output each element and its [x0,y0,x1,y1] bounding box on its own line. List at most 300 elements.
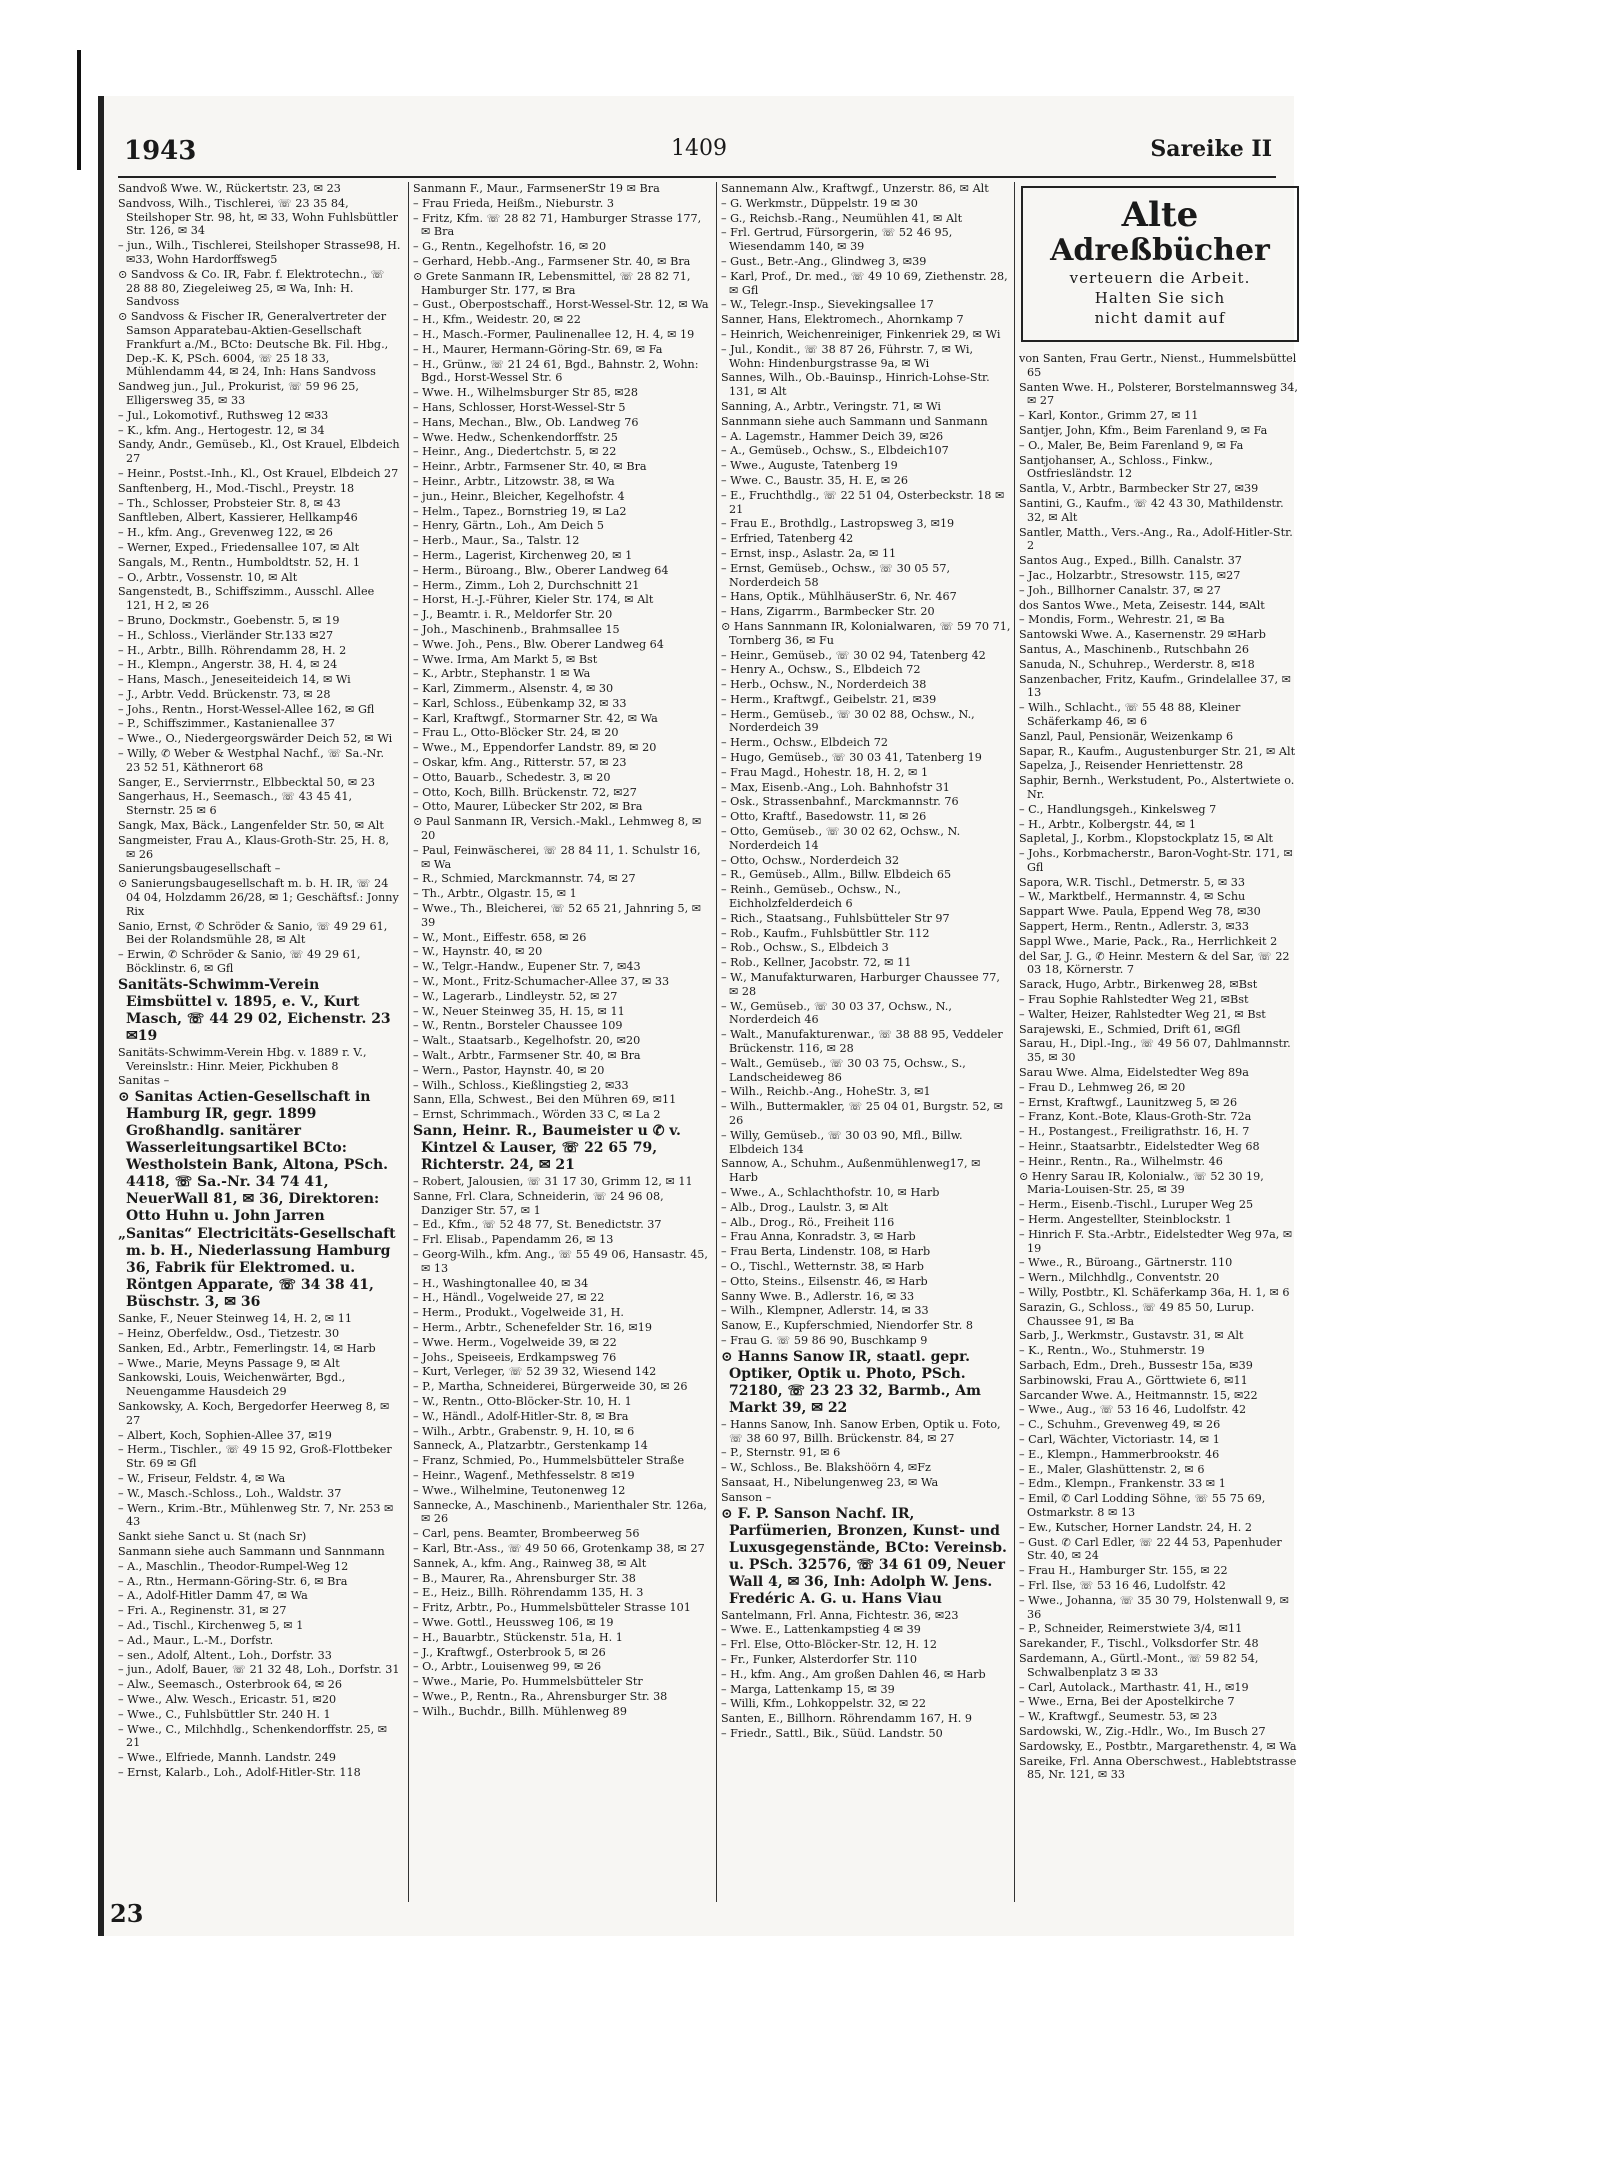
directory-entry: – Frl. Gertrud, Fürsorgerin, ☏ 52 46 95, Wiesendamm 140, ✉ 39 [721,226,953,254]
directory-entry: – H., Schloss., Vierländer Str.133 ✉27 [118,628,334,642]
directory-entry: – Hans, Optik., MühlhäuserStr. 6, Nr. 467 [721,590,957,604]
directory-entry: – Frau E., Brothdlg., Lastropsweg 3, ✉19 [721,517,955,531]
directory-entry: – Henry A., Ochsw., S., Elbdeich 72 [721,663,921,677]
directory-entry: – Ew., Kutscher, Horner Landstr. 24, H. 2 [1019,1520,1252,1534]
directory-entry: – Gust., Oberpostschaff., Horst-Wessel-Str. 12, ✉ Wa [413,298,709,312]
directory-entry: – H., kfm. Ang., Am großen Dahlen 46, ✉ Harb [721,1667,986,1681]
directory-entry: – Frau G. ☏ 59 86 90, Buschkamp 9 [721,1333,928,1347]
directory-entry: – Helm., Tapez., Bornstrieg 19, ✉ La2 [413,504,627,518]
column-4-entries [1019,352,1301,1782]
directory-entry: – Frau Sophie Rahlstedter Weg 21, ✉Bst [1019,993,1249,1007]
directory-entry: Sarbach, Edm., Dreh., Bussestr 15a, ✉39 [1019,1358,1253,1372]
directory-entry: – Herb., Ochsw., N., Norderdeich 38 [721,678,927,692]
directory-entry: Santelmann, Frl. Anna, Fichtestr. 36, ✉23 [721,1608,959,1622]
directory-entry: – Herm. Angestellter, Steinblockstr. 1 [1019,1213,1232,1227]
directory-entry: – Ernst, Kraftwgf., Launitzweg 5, ✉ 26 [1019,1095,1238,1109]
directory-entry: – Bruno, Dockmstr., Goebenstr. 5, ✉ 19 [118,613,340,627]
directory-entry: Sanow, E., Kupferschmied, Niendorfer Str. 8 [721,1319,973,1333]
directory-entry: – Frl. Else, Otto-Blöcker-Str. 12, H. 12 [721,1638,938,1652]
columns [118,182,1298,1902]
directory-entry: – Johs., Korbmacherstr., Baron-Voght-Str. 171, ✉ Gfl [1019,847,1293,874]
ad-line-3: verteuern die Arbeit. [1069,269,1251,287]
directory-entry: Sanmann F., Maur., FarmsenerStr 19 ✉ Bra [413,182,660,195]
ad-line-4: Halten Sie sich [1094,289,1226,307]
directory-entry: – Hanns Sanow, Inh. Sanow Erben, Optik u. Foto, ☏ 38 60 97, Billh. Brückenstr. 84, ✉ 27 [721,1417,1001,1445]
directory-entry: – H., Arbtr., Kolbergstr. 44, ✉ 1 [1019,817,1196,831]
directory-entry: – Edm., Klempn., Frankenstr. 33 ✉ 1 [1019,1477,1226,1491]
directory-entry: – Wwe. Hedw., Schenkendorffstr. 25 [413,430,618,444]
directory-entry: Sardemann, A., Gürtl.-Mont., ☏ 59 82 54, Schwalbenplatz 3 ✉ 33 [1019,1651,1259,1679]
directory-entry: – Marga, Lattenkamp 15, ✉ 39 [721,1682,895,1696]
directory-entry: Sandy, Andr., Gemüseb., Kl., Ost Krauel, Elbdeich 27 [118,438,400,466]
directory-entry: Sappart Wwe. Paula, Eppend Weg 78, ✉30 [1019,905,1261,919]
directory-entry: – Albert, Koch, Sophien-Allee 37, ✉19 [118,1428,332,1442]
directory-entry: – Otto, Bauarb., Schedestr. 3, ✉ 20 [413,770,611,784]
page-header [104,136,1294,176]
directory-entry: – Wwe. Irma, Am Markt 5, ✉ Bst [413,652,598,666]
directory-entry: – W., Gemüseb., ☏ 30 03 37, Ochsw., N., Norderdeich 46 [721,999,952,1027]
directory-entry: – Fr., Funker, Alsterdorfer Str. 110 [721,1652,918,1666]
directory-entry: – Heinrich, Weichenreiniger, Finkenriek 29, ✉ Wi [721,327,1001,341]
directory-entry: – O., Arbtr., Louisenweg 99, ✉ 26 [413,1660,602,1674]
directory-entry: – Ernst, Kalarb., Loh., Adolf-Hitler-Str. 118 [118,1765,361,1779]
directory-entry: – E., Maler, Glashüttenstr. 2, ✉ 6 [1019,1462,1205,1476]
directory-entry: – Wern., Pastor, Haynstr. 40, ✉ 20 [413,1063,605,1077]
directory-entry: – Oskar, kfm. Ang., Ritterstr. 57, ✉ 23 [413,756,627,770]
directory-entry: – H., Maurer, Hermann-Göring-Str. 69, ✉ Fa [413,342,663,356]
directory-entry: „Sanitas“ Electricitäts-Gesellschaft m. b. H., Niederlassung Hamburg 36, Fabrik für Elektromed. u. Röntgen Apparate, ☏ 34 38 41, Büschstr. 3, ✉ 36 [118,1226,396,1311]
directory-entry: – W., Mont., Fritz-Schumacher-Allee 37, ✉ 33 [413,975,670,989]
directory-entry: – C., Handlungsgeh., Kinkelsweg 7 [1019,802,1217,816]
directory-entry: Santjer, John, Kfm., Beim Farenland 9, ✉ Fa [1019,423,1268,437]
directory-entry: – Georg-Wilh., kfm. Ang., ☏ 55 49 06, Hansastr. 45, ✉ 13 [413,1247,708,1275]
directory-entry: Santowski Wwe. A., Kasernenstr. 29 ✉Harb [1019,628,1266,642]
directory-entry: – Walt., Gemüseb., ☏ 30 03 75, Ochsw., S., Landscheideweg 86 [721,1056,966,1084]
directory-entry: Sangk, Max, Bäck., Langenfelder Str. 50, ✉ Alt [118,819,384,833]
directory-entry: – Herm., Kraftwgf., Geibelstr. 21, ✉39 [721,692,937,706]
directory-entry: – Gust. ✆ Carl Edler, ☏ 22 44 53, Papenhuder Str. 40, ✉ 24 [1019,1535,1282,1563]
directory-entry: – W., Händl., Adolf-Hitler-Str. 8, ✉ Bra [413,1409,629,1423]
directory-entry: – Heinr., Postst.-Inh., Kl., Ost Krauel, Elbdeich 27 [118,466,399,480]
directory-entry: Saphir, Bernh., Werkstudent, Po., Alstertwiete o. Nr. [1019,774,1295,801]
directory-entry: dos Santos Wwe., Meta, Zeisestr. 144, ✉Alt [1019,598,1265,612]
directory-entry: – Wilh., Klempner, Adlerstr. 14, ✉ 33 [721,1304,929,1318]
directory-entry: – Wilh., Schloss., Kießlingstieg 2, ✉33 [413,1078,629,1092]
directory-entry: Santen, E., Billhorn. Röhrendamm 167, H. 9 [721,1712,972,1726]
directory-entry: – Herm., Büroang., Blw., Oberer Landweg 64 [413,563,669,577]
directory-entry: – Carl, pens. Beamter, Brombeerweg 56 [413,1527,640,1541]
directory-entry: – Herm., Eisenb.-Tischl., Luruper Weg 25 [1019,1198,1254,1212]
directory-entry: – C., Schuhm., Grevenweg 49, ✉ 26 [1019,1418,1221,1432]
directory-entry: – Willy, Postbtr., Kl. Schäferkamp 36a, H. 1, ✉ 6 [1019,1286,1290,1299]
directory-entry: – Gust., Betr.-Ang., Glindweg 3, ✉39 [721,254,927,268]
directory-entry: – E., Klempn., Hammerbrookstr. 46 [1019,1447,1220,1461]
directory-entry: – Otto, Steins., Eilsenstr. 46, ✉ Harb [721,1274,928,1288]
directory-entry: Santini, G., Kaufm., ☏ 42 43 30, Mathildenstr. 32, ✉ Alt [1019,496,1284,524]
directory-entry: – P., Schneider, Reimerstwiete 3/4, ✉11 [1019,1622,1243,1636]
header-rule [118,176,1276,178]
directory-page [98,96,1298,1936]
directory-entry: – Willy, ✆ Weber & Westphal Nachf., ☏ Sa.-Nr. 23 52 51, Käthnerort 68 [118,747,385,774]
directory-entry: – Herm., Zimm., Loh 2, Durchschnitt 21 [413,578,640,592]
directory-entry: – Osk., Strassenbahnf., Marckmannstr. 76 [721,795,959,809]
directory-entry: – Frau D., Lehmweg 26, ✉ 20 [1019,1080,1186,1094]
directory-entry: Santus, A., Maschinenb., Rutschbahn 26 [1019,642,1249,656]
directory-entry: – J., Arbtr. Vedd. Brückenstr. 73, ✉ 28 [118,687,331,701]
directory-entry: – Wwe. Herm., Vogelweide 39, ✉ 22 [413,1335,617,1349]
directory-entry: – Wwe., O., Niedergeorgswärder Deich 52, ✉ Wi [118,732,393,746]
directory-entry: – Alb., Drog., Laulstr. 3, ✉ Alt [721,1200,889,1214]
directory-entry: – Werner, Exped., Friedensallee 107, ✉ Alt [118,540,360,554]
directory-entry: – W., Haynstr. 40, ✉ 20 [413,945,543,959]
directory-entry: – Wern., Milchhdlg., Conventstr. 20 [1019,1271,1220,1285]
directory-entry: Sangenstedt, B., Schiffszimm., Ausschl. Allee 121, H 2, ✉ 26 [118,585,375,613]
directory-entry: Sangmeister, Frau A., Klaus-Groth-Str. 25, H. 8, ✉ 26 [118,833,389,861]
directory-entry: Sanner, Hans, Elektromech., Ahornkamp 7 [721,313,964,327]
directory-entry: – Herm., Arbtr., Schenefelder Str. 16, ✉19 [413,1320,652,1334]
directory-entry: – Karl, Kraftwgf., Stormarner Str. 42, ✉ Wa [413,711,658,725]
directory-entry: Sardowski, W., Zig.-Hdlr., Wo., Im Busch 27 [1019,1724,1266,1738]
directory-entry: – W., Manufakturwaren, Harburger Chaussee 77, ✉ 28 [721,971,1000,998]
directory-entry: – Wwe. C., Baustr. 35, H. E, ✉ 26 [721,473,909,487]
directory-entry: – Wilh., Buchdr., Billh. Mühlenweg 89 [413,1704,628,1718]
directory-entry: Santjohanser, A., Schloss., Finkw., Ostfriesländstr. 12 [1019,453,1213,481]
directory-entry: – Herm., Tischler., ☏ 49 15 92, Groß-Flottbeker Str. 69 ✉ Gfl [118,1443,392,1471]
directory-entry: – Wwe. Joh., Pens., Blw. Oberer Landweg 64 [413,637,664,651]
column-4 [1014,182,1301,1902]
directory-entry: – Ad., Maur., L.-M., Dorfstr. [118,1633,274,1647]
directory-entry: – Wilh., Buttermakler, ☏ 25 04 01, Burgstr. 52, ✉ 26 [721,1100,1003,1127]
directory-entry: – Heinr., Rentn., Ra., Wilhelmstr. 46 [1019,1154,1223,1168]
directory-entry: Sannemann Alw., Kraftwgf., Unzerstr. 86, ✉ Alt [721,182,989,195]
directory-entry: – Hugo, Gemüseb., ☏ 30 03 41, Tatenberg 19 [721,751,982,765]
directory-entry: – Fri. A., Reginenstr. 31, ✉ 27 [118,1604,287,1618]
directory-entry: Sangerhaus, H., Seemasch., ☏ 43 45 41, Sternstr. 25 ✉ 6 [118,790,353,818]
directory-entry: Sanmann siehe auch Sammann und Sannmann [118,1544,385,1558]
directory-entry: – Ernst, Gemüseb., Ochsw., ☏ 30 05 57, Norderdeich 58 [721,561,951,589]
directory-entry: – O., Maler, Be, Beim Farenland 9, ✉ Fa [1019,438,1244,452]
directory-entry: – Erwin, ✆ Schröder & Sanio, ☏ 49 29 61, Böcklinstr. 6, ✉ Gfl [118,948,361,976]
directory-entry: – W., Marktbelf., Hermannstr. 4, ✉ Schu [1019,890,1246,904]
directory-entry: – Frau Magd., Hohestr. 18, H. 2, ✉ 1 [721,765,929,779]
directory-entry: – H., Arbtr., Billh. Röhrendamm 28, H. 2 [118,643,347,657]
directory-entry: – Walt., Staatsarb., Kegelhofstr. 20, ✉20 [413,1034,641,1048]
directory-entry: Sarb, J., Werkmstr., Gustavstr. 31, ✉ Alt [1019,1329,1244,1343]
directory-entry: – Rich., Staatsang., Fuhlsbütteler Str 97 [721,911,950,925]
directory-entry: – P., Sternstr. 91, ✉ 6 [721,1446,841,1460]
directory-entry: – Karl, Prof., Dr. med., ☏ 49 10 69, Ziethenstr. 28, ✉ Gfl [721,269,1008,297]
directory-entry: – E., Heiz., Billh. Röhrendamm 135, H. 3 [413,1586,644,1600]
directory-entry: – Heinr., Wagenf., Methfesselstr. 8 ✉19 [413,1468,635,1482]
directory-entry: – W., Telgr.-Handw., Eupener Str. 7, ✉43 [413,960,641,974]
directory-entry: – Wwe., Marie, Meyns Passage 9, ✉ Alt [118,1356,340,1370]
directory-entry: Santla, V., Arbtr., Barmbecker Str 27, ✉39 [1019,482,1259,496]
directory-entry: – Max, Eisenb.-Ang., Loh. Bahnhofstr 31 [721,780,950,794]
directory-entry: – Wwe., R., Büroang., Gärtnerstr. 110 [1019,1256,1233,1270]
directory-entry: – Robert, Jalousien, ☏ 31 17 30, Grimm 12, ✉ 11 [413,1175,693,1188]
directory-entry: Sanke, F., Neuer Steinweg 14, H. 2, ✉ 11 [118,1312,352,1326]
directory-entry: – P., Martha, Schneiderei, Bürgerweide 30, ✉ 26 [413,1380,688,1394]
directory-entry: – Wwe., Auguste, Tatenberg 19 [721,459,898,473]
directory-entry: – Heinr., Arbtr., Litzowstr. 38, ✉ Wa [413,474,615,488]
directory-entry: Sanson – [721,1490,772,1504]
ad-line-2: Adreßbücher [1050,233,1270,268]
directory-entry: – Heinz, Oberfeldw., Osd., Tietzestr. 30 [118,1327,340,1341]
directory-entry: Sankowsky, A. Koch, Bergedorfer Heerweg 8, ✉ 27 [118,1400,390,1427]
directory-entry: – Frau Berta, Lindenstr. 108, ✉ Harb [721,1245,931,1259]
directory-entry: – K., Arbtr., Stephanstr. 1 ✉ Wa [413,667,591,681]
scan-edge-mark [77,50,81,170]
directory-entry: – Th., Schlosser, Probsteier Str. 8, ✉ 43 [118,496,341,510]
directory-entry: – Jac., Holzarbtr., Stresowstr. 115, ✉27 [1019,568,1241,582]
directory-entry: – J., Kraftwgf., Osterbrook 5, ✉ 26 [413,1645,606,1659]
directory-entry: Sannow, A., Schuhm., Außenmühlenweg17, ✉ Harb [721,1157,981,1185]
directory-entry: Sanne, Frl. Clara, Schneiderin, ☏ 24 96 08, Danziger Str. 57, ✉ 1 [413,1189,664,1217]
directory-entry: – W., Mont., Eiffestr. 658, ✉ 26 [413,930,587,944]
directory-entry: – A., Gemüseb., Ochsw., S., Elbdeich107 [721,444,949,458]
directory-entry: – H., Postangest., Freiligrathstr. 16, H. 7 [1019,1125,1250,1139]
directory-entry: ⊙ Sandvoss & Fischer IR, Generalvertreter der Samson Apparatebau-Aktien-Gesellschaft Frankfurt a./M., BCto: Deutsche Bk. Fil. Hbg., Dep.-K. K, PSch. 6004, ☏ 25 18 33, Mühlendamm 44, ✉ 24, Inh: Hans Sandvoss [118,310,389,379]
directory-entry: Sanierungsbaugesellschaft – [118,862,281,876]
directory-entry: – Jul., Lokomotivf., Ruthsweg 12 ✉33 [118,408,329,422]
directory-entry: – Carl, Wächter, Victoriastr. 14, ✉ 1 [1019,1432,1220,1446]
directory-entry: – O., Tischl., Wetternstr. 38, ✉ Harb [721,1259,924,1273]
directory-entry: Sarau, H., Dipl.-Ing., ☏ 49 56 07, Dahlmannstr. 35, ✉ 30 [1019,1037,1291,1065]
directory-entry: Sapletal, J., Korbm., Klopstockplatz 15, ✉ Alt [1019,832,1274,846]
directory-entry: – Heinr., Ang., Diedertchstr. 5, ✉ 22 [413,445,617,459]
directory-entry: – Wwe., P., Rentn., Ra., Ahrensburger Str. 38 [413,1689,668,1703]
directory-entry: Sanger, E., Servierrnstr., Elbbecktal 50, ✉ 23 [118,775,376,789]
directory-entry: – Otto, Maurer, Lübecker Str 202, ✉ Bra [413,800,643,814]
directory-entry: Sapora, W.R. Tischl., Detmerstr. 5, ✉ 33 [1019,875,1246,889]
directory-entry: Sappert, Herm., Rentn., Adlerstr. 3, ✉33 [1019,920,1249,934]
directory-entry: – Walt., Manufakturenwar., ☏ 38 88 95, Veddeler Brückenstr. 116, ✉ 28 [721,1028,1003,1056]
directory-entry: – H., Klempn., Angerstr. 38, H. 4, ✉ 24 [118,658,338,672]
directory-entry: – G., Rentn., Kegelhofstr. 16, ✉ 20 [413,240,607,254]
directory-entry: – W., Telegr.-Insp., Sievekingsallee 17 [721,298,934,312]
directory-entry: – Franz, Kont.-Bote, Klaus-Groth-Str. 72a [1019,1110,1252,1124]
directory-entry: – Rob., Kaufm., Fuhlsbüttler Str. 112 [721,926,930,940]
directory-entry: Santen Wwe. H., Polsterer, Borstelmannsweg 34, ✉ 27 [1019,380,1298,408]
directory-entry: – W., Kraftwgf., Seumestr. 53, ✉ 23 [1019,1710,1218,1724]
directory-entry: – Th., Arbtr., Olgastr. 15, ✉ 1 [413,887,577,901]
directory-entry: – K., kfm. Ang., Hertogestr. 12, ✉ 34 [118,423,325,437]
directory-entry: Santos Aug., Exped., Billh. Canalstr. 37 [1019,554,1242,568]
directory-entry: – J., Beamtr. i. R., Meldorfer Str. 20 [413,608,613,622]
directory-entry: Sapelza, J., Reisender Henriettenstr. 28 [1019,759,1244,773]
directory-entry: – A. Lagemstr., Hammer Deich 39, ✉26 [721,429,944,443]
directory-entry: – Wwe., M., Eppendorfer Landstr. 89, ✉ 20 [413,741,657,755]
directory-entry: – G., Reichsb.-Rang., Neumühlen 41, ✉ Alt [721,211,963,225]
column-3 [716,182,1011,1902]
directory-entry: – Rob., Kellner, Jacobstr. 72, ✉ 11 [721,956,912,970]
directory-entry: Sappl Wwe., Marie, Pack., Ra., Herrlichkeit 2 [1019,934,1278,948]
directory-entry: – H., Händl., Vogelweide 27, ✉ 22 [413,1291,605,1305]
directory-entry: – Hans, Schlosser, Horst-Wessel-Str 5 [413,400,626,414]
directory-entry: – Walter, Heizer, Rahlstedter Weg 21, ✉ Bst [1019,1007,1266,1021]
directory-entry: – Wwe., Aug., ☏ 53 16 46, Ludolfstr. 42 [1019,1403,1247,1417]
directory-entry: Sarajewski, E., Schmied, Drift 61, ✉Gfl [1019,1022,1241,1036]
directory-entry: – Herm., Produkt., Vogelweide 31, H. [413,1306,624,1320]
directory-entry: ⊙ Sanitas Actien-Gesellschaft in Hamburg IR, gegr. 1899 Großhandlg. sanitärer Wasserleitungsartikel BCto: Westholstein Bank, Altona, PSch. 4418, ☏ Sa.-Nr. 34 74 41, NeuerWall 81, ✉ 36, Direktoren: Otto Huhn u. John Jarren [118,1089,389,1225]
directory-entry: – Otto, Gemüseb., ☏ 30 02 62, Ochsw., N. Norderdeich 14 [721,825,961,852]
directory-entry: – Franz, Schmied, Po., Hummelsbütteler Straße [413,1454,685,1468]
directory-entry: – Emil, ✆ Carl Lodding Söhne, ☏ 55 75 69, Ostmarkstr. 8 ✉ 13 [1019,1492,1266,1519]
name-range: Sareike II [1150,136,1272,162]
directory-entry: – Herm., Gemüseb., ☏ 30 02 88, Ochsw., N., Norderdeich 39 [721,707,975,735]
directory-entry: – Wwe., Elfriede, Mannh. Landstr. 249 [118,1751,336,1765]
directory-entry: ⊙ Henry Sarau IR, Kolonialw., ☏ 52 30 19, Maria-Louisen-Str. 25, ✉ 39 [1019,1169,1264,1197]
directory-entry: – Otto, Ochsw., Norderdeich 32 [721,853,900,867]
directory-entry: Sarbinowski, Frau A., Görttwiete 6, ✉11 [1019,1373,1248,1387]
directory-entry: Sann, Ella, Schwest., Bei den Mühren 69, ✉11 [413,1093,677,1107]
directory-entry: – B., Maurer, Ra., Ahrensburger Str. 38 [413,1571,636,1585]
directory-entry: ⊙ Sandvoss & Co. IR, Fabr. f. Elektrotechn., ☏ 28 88 80, Ziegeleiweg 25, ✉ Wa, Inh: H. Sandvoss [118,267,385,309]
directory-entry: – K., Rentn., Wo., Stuhmerstr. 19 [1019,1344,1205,1358]
directory-entry: – Horst, H.-J.-Führer, Kieler Str. 174, ✉ Alt [413,593,654,607]
directory-entry: – Wilh., Arbtr., Grabenstr. 9, H. 10, ✉ 6 [413,1424,635,1438]
directory-entry: – sen., Adolf, Altent., Loh., Dorfstr. 33 [118,1648,332,1662]
directory-entry: – Wwe. H., Wilhelmsburger Str 85, ✉28 [413,386,639,400]
directory-entry: – W., Rentn., Otto-Blöcker-Str. 10, H. 1 [413,1394,632,1408]
directory-entry: – jun., Wilh., Tischlerei, Steilshoper Strasse98, H. ✉33, Wohn Hardorffsweg5 [118,239,401,266]
directory-entry: – H., Masch.-Former, Paulinenallee 12, H. 4, ✉ 19 [413,327,695,341]
directory-entry: – Reinh., Gemüseb., Ochsw., N., Eichholzfelderdeich 6 [721,883,901,911]
directory-entry: ⊙ Sanierungsbaugesellschaft m. b. H. IR, ☏ 24 04 04, Holzdamm 26/28, ✉ 1; Geschäftsf.: Jonny Rix [118,877,399,918]
directory-entry: Sanning, A., Arbtr., Veringstr. 71, ✉ Wi [721,399,942,413]
directory-entry: – Wwe., Alw. Wesch., Ericastr. 51, ✉20 [118,1692,337,1706]
directory-entry: von Santen, Frau Gertr., Nienst., Hummelsbüttel 65 [1019,352,1297,379]
advertisement-box [1021,186,1299,342]
directory-entry: Sapar, R., Kaufm., Augustenburger Str. 21, ✉ Alt [1019,744,1296,758]
directory-entry: Sanken, Ed., Arbtr., Femerlingstr. 14, ✉ Harb [118,1341,376,1355]
directory-entry: Sanitäts-Schwimm-Verein Hbg. v. 1889 r. V., Vereinslstr.: Hinr. Meier, Pickhuben 8 [118,1045,367,1073]
directory-entry: – Jul., Kondit., ☏ 38 87 26, Führstr. 7, ✉ Wi, Wohn: Hindenburgstrasse 9a, ✉ Wi [721,342,974,370]
directory-entry: Sandweg jun., Jul., Prokurist, ☏ 59 96 25, Elligersweg 35, ✉ 33 [118,380,359,407]
directory-entry: – Frau L., Otto-Blöcker Str. 24, ✉ 20 [413,726,619,740]
ad-line-1: Alte [1121,195,1199,235]
directory-entry: – W., Rentn., Borsteler Chaussee 109 [413,1019,623,1033]
directory-entry: – Ed., Kfm., ☏ 52 48 77, St. Benedictstr. 37 [413,1218,662,1232]
ad-line-5: nicht damit auf [1094,309,1226,327]
directory-entry: – H., Washingtonallee 40, ✉ 34 [413,1276,589,1290]
directory-entry: – Wwe., C., Fuhlsbüttler Str. 240 H. 1 [118,1707,331,1721]
directory-entry: ⊙ F. P. Sanson Nachf. IR, Parfümerien, Bronzen, Kunst- und Luxusgegenstände, BCto: Vereinsb. u. PSch. 32576, ☏ 34 61 09, Neuer Wall 4, ✉ 36, Inh: Adolph W. Jens. Fredéric A. G. u. Hans Viau [721,1505,1007,1607]
directory-entry: – W., Lagerarb., Lindleystr. 52, ✉ 27 [413,989,618,1003]
directory-entry: – Karl, Kontor., Grimm 27, ✉ 11 [1019,409,1199,423]
directory-entry: – Johs., Speiseeis, Erdkampsweg 76 [413,1350,617,1364]
directory-entry: ⊙ Paul Sanmann IR, Versich.-Makl., Lehmweg 8, ✉ 20 [413,815,702,843]
directory-entry: Sandvoss, Wilh., Tischlerei, ☏ 23 35 84, Steilshoper Str. 98, ht, ✉ 33, Wohn Fuhlsbüttler Str. 126, ✉ 34 [118,196,398,238]
directory-entry: ⊙ Hans Sannmann IR, Kolonialwaren, ☏ 59 70 71, Tornberg 36, ✉ Fu [721,619,1011,647]
page-year: 1943 [124,136,197,166]
directory-entry: – Hans, Zigarrm., Barmbecker Str. 20 [721,605,935,619]
column-1 [118,182,401,1902]
directory-entry: – Herm., Lagerist, Kirchenweg 20, ✉ 1 [413,548,633,562]
directory-entry: – Karl, Btr.-Ass., ☏ 49 50 66, Grotenkamp 38, ✉ 27 [413,1541,705,1555]
directory-entry: – Wwe., Johanna, ☏ 35 30 79, Holstenwall 9, ✉ 36 [1019,1593,1289,1621]
directory-entry: – Frau Anna, Konradstr. 3, ✉ Harb [721,1230,916,1244]
directory-entry: Sansaat, H., Nibelungenweg 23, ✉ Wa [721,1475,939,1489]
directory-entry: Sanny Wwe. B., Adlerstr. 16, ✉ 33 [721,1289,915,1303]
directory-entry: Sann, Heinr. R., Baumeister u ✆ v. Kintzel & Lauser, ☏ 22 65 79, Richterstr. 24, ✉ 21 [413,1123,681,1173]
directory-entry: – Ad., Tischl., Kirchenweg 5, ✉ 1 [118,1618,304,1632]
directory-entry: – H., Kfm., Weidestr. 20, ✉ 22 [413,313,581,327]
directory-entry: Sandvoß Wwe. W., Rückertstr. 23, ✉ 23 [118,182,341,195]
directory-entry: – Carl, Autolack., Marthastr. 41, H., ✉19 [1019,1680,1249,1694]
directory-entry: – G. Werkmstr., Düppelstr. 19 ✉ 30 [721,196,918,210]
directory-entry: – Erfried, Tatenberg 42 [721,532,854,546]
directory-entry: – Johs., Rentn., Horst-Wessel-Allee 162, ✉ Gfl [118,702,375,716]
directory-entry: Sangals, M., Rentn., Humboldtstr. 52, H. 1 [118,555,361,569]
directory-entry: – Otto, Koch, Billh. Brückenstr. 72, ✉27 [413,785,637,799]
directory-entry: Sanzenbacher, Fritz, Kaufm., Grindelallee 37, ✉ 13 [1019,672,1292,700]
directory-entry: – Wwe., Marie, Po. Hummelsbütteler Str [413,1675,643,1689]
directory-entry: – Hans, Mechan., Blw., Ob. Landweg 76 [413,415,639,429]
directory-entry: – Heinr., Staatsarbtr., Eidelstedter Weg 68 [1019,1140,1260,1154]
directory-entry: – Hans, Masch., Jeneseiteideich 14, ✉ Wi [118,673,351,687]
column-2 [408,182,713,1902]
directory-entry: Sarau Wwe. Alma, Eidelstedter Weg 89a [1019,1066,1249,1080]
directory-entry: – H., Grünw., ☏ 21 24 61, Bgd., Bahnstr. 2, Wohn: Bgd., Horst-Wessel Str. 6 [413,357,699,385]
directory-entry: – W., Masch.-Schloss., Loh., Waldstr. 37 [118,1486,342,1500]
directory-entry: – Kurt, Verleger, ☏ 52 39 32, Wiesend 142 [413,1365,657,1379]
directory-entry: Sarazin, G., Schloss., ☏ 49 85 50, Lurup. Chaussee 91, ✉ Ba [1019,1300,1255,1328]
directory-entry: – Wilh., Reichb.-Ang., HoheStr. 3, ✉1 [721,1085,931,1099]
directory-entry: – Frl. Ilse, ☏ 53 16 46, Ludolfstr. 42 [1019,1578,1226,1592]
directory-entry: – H., kfm. Ang., Grevenweg 122, ✉ 26 [118,526,333,540]
directory-entry: – Wilh., Schlacht., ☏ 55 48 88, Kleiner Schäferkamp 46, ✉ 6 [1019,701,1241,728]
directory-entry: – Alw., Seemasch., Osterbrook 64, ✉ 26 [118,1678,342,1692]
directory-entry: – Alb., Drog., Rö., Freiheit 116 [721,1215,895,1229]
directory-entry: – Otto, Kraftf., Basedowstr. 11, ✉ 26 [721,810,927,824]
directory-entry: Sannmann siehe auch Sammann und Sanmann [721,414,988,428]
directory-entry: Santler, Matth., Vers.-Ang., Ra., Adolf-Hitler-Str. 2 [1019,525,1293,553]
directory-entry: Sanitas – [118,1074,170,1088]
directory-entry: – Joh., Maschinenb., Brahmsallee 15 [413,622,620,636]
directory-entry: Sannecke, A., Maschinenb., Marienthaler Str. 126a, ✉ 26 [413,1498,707,1526]
directory-entry: – W., Neuer Steinweg 35, H. 15, ✉ 11 [413,1004,625,1018]
directory-entry: – E., Fruchthdlg., ☏ 22 51 04, Osterbeckstr. 18 ✉ 21 [721,488,1005,516]
directory-entry: – jun., Heinr., Bleicher, Kegelhofstr. 4 [413,489,625,503]
directory-entry: – P., Schiffszimmer., Kastanienallee 37 [118,717,335,731]
directory-entry: – Joh., Billhorner Canalstr. 37, ✉ 27 [1019,583,1221,597]
directory-entry: – Mondis, Form., Wehrestr. 21, ✉ Ba [1019,613,1225,627]
directory-entry: Sankowski, Louis, Weichenwärter, Bgd., Neuengamme Hausdeich 29 [118,1371,346,1399]
directory-entry: del Sar, J. G., ✆ Heinr. Mestern & del Sar, ☏ 22 03 18, Körnerstr. 7 [1019,949,1290,977]
directory-entry: – Henry, Gärtn., Loh., Am Deich 5 [413,519,604,533]
sheet-number: 23 [110,1899,144,1928]
directory-entry: – Paul, Feinwäscherei, ☏ 28 84 11, 1. Schulstr 16, ✉ Wa [413,843,701,871]
directory-entry: – Rob., Ochsw., S., Elbdeich 3 [721,941,889,955]
directory-entry: – Herm., Ochsw., Elbdeich 72 [721,736,888,750]
directory-entry: Sannek, A., kfm. Ang., Rainweg 38, ✉ Alt [413,1556,647,1570]
directory-entry: – A., Rtn., Hermann-Göring-Str. 6, ✉ Bra [118,1574,348,1588]
directory-entry: – Wern., Krim.-Btr., Mühlenweg Str. 7, Nr. 253 ✉ 43 [118,1501,394,1529]
directory-entry: Sannes, Wilh., Ob.-Bauinsp., Hinrich-Lohse-Str. 131, ✉ Alt [721,371,990,399]
directory-entry: Sarekander, F., Tischl., Volksdorfer Str. 48 [1019,1637,1259,1651]
directory-entry: Sanitäts-Schwimm-Verein Eimsbüttel v. 1895, e. V., Kurt Masch, ☏ 44 29 02, Eichenstr. 23 ✉19 [118,976,391,1044]
directory-entry: – Fritz, Arbtr., Po., Hummelsbütteler Strasse 101 [413,1601,691,1615]
directory-entry: – Willi, Kfm., Lohkoppelstr. 32, ✉ 22 [721,1697,927,1711]
directory-entry: – R., Gemüseb., Allm., Billw. Elbdeich 65 [721,868,952,882]
directory-entry: Sanneck, A., Platzarbtr., Gerstenkamp 14 [413,1439,648,1453]
directory-entry: – W., Schloss., Be. Blakshöörn 4, ✉Fz [721,1461,931,1475]
directory-entry: – Walt., Arbtr., Farmsener Str. 40, ✉ Bra [413,1049,641,1063]
directory-entry: – Wwe., Th., Bleicherei, ☏ 52 65 21, Jahnring 5, ✉ 39 [413,902,702,929]
directory-entry: – R., Schmied, Marckmannstr. 74, ✉ 27 [413,872,636,886]
directory-entry: – W., Friseur, Feldstr. 4, ✉ Wa [118,1471,286,1485]
